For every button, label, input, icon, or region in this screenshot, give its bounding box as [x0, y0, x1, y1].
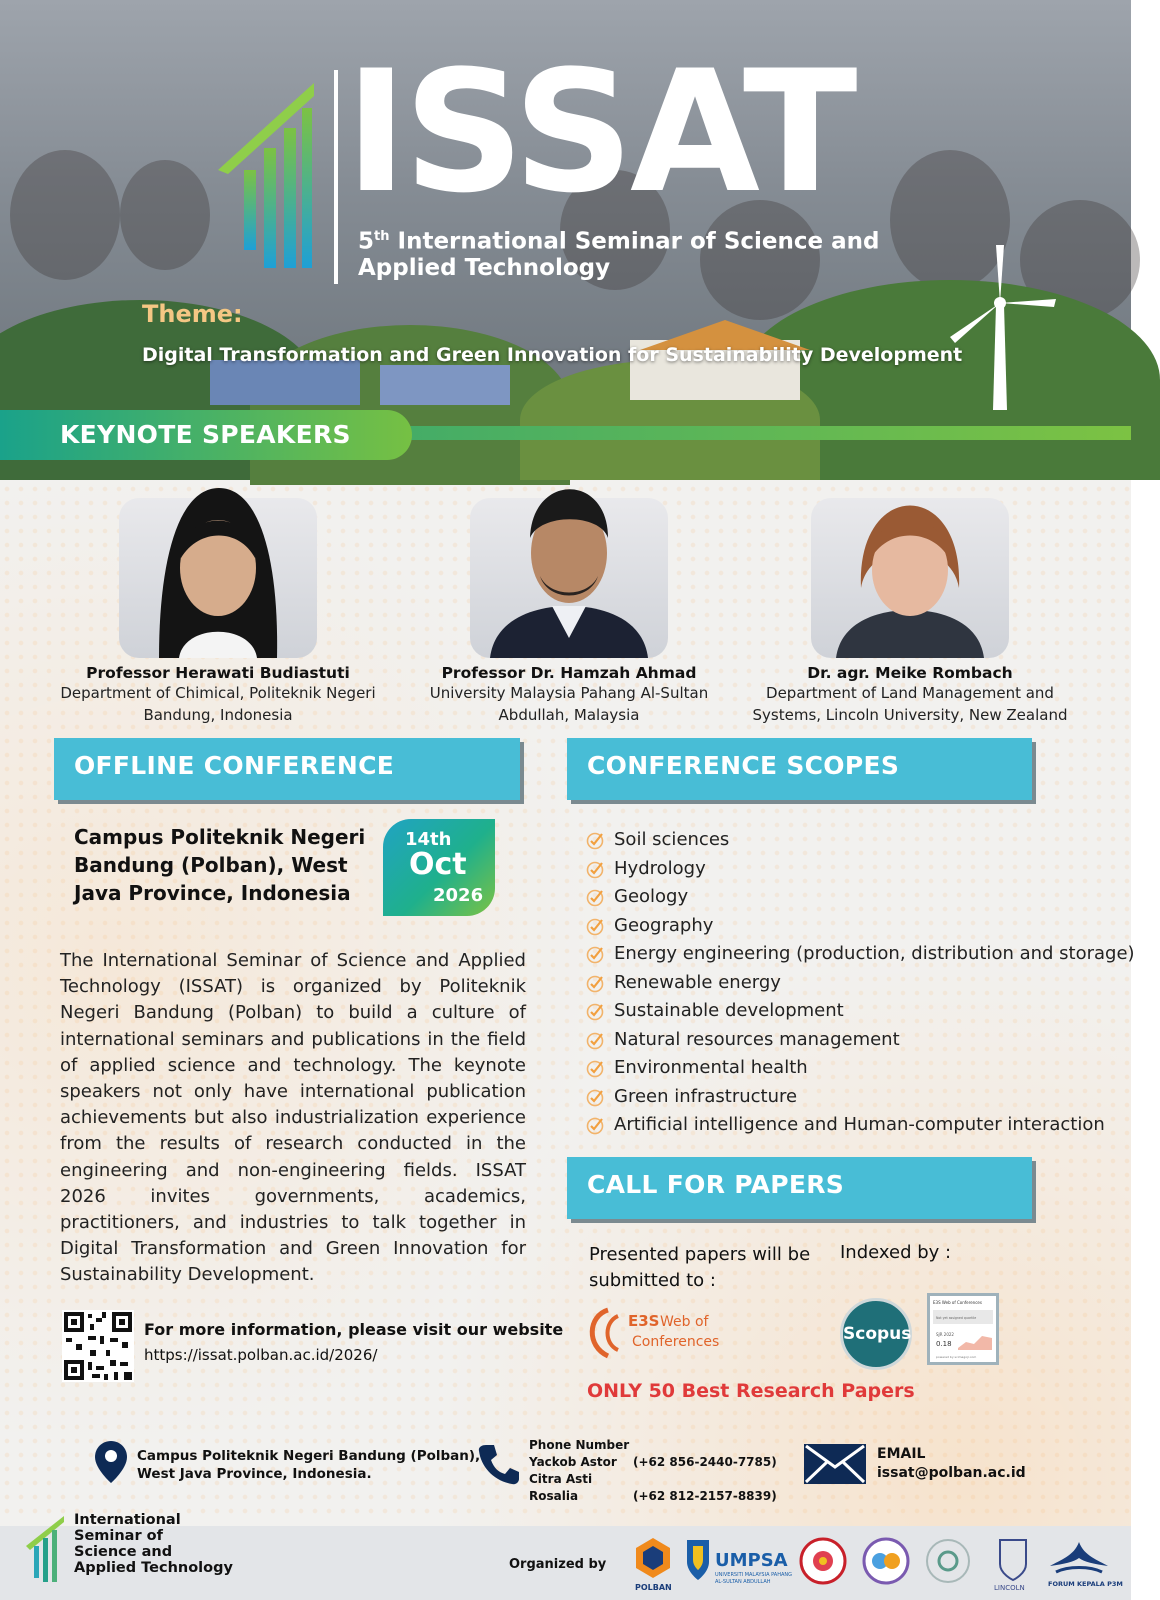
scope-list: [586, 826, 1135, 1140]
sjr-badge: [927, 1293, 999, 1365]
umpsa-text: UMPSA: [715, 1550, 788, 1571]
phone-icon: [478, 1443, 520, 1485]
scope-item: [586, 912, 1135, 941]
event-description: The International Seminar of Science and Applied Technology (ISSAT) is organized by Politeknik Negeri Bandung (Polban) to build a culture of international seminars and publications in the field of applied science and technology. The keynote speakers not only have international publication achievements but also industrialization experience from the results of research conducted in the engineering and non-engineering fields. ISSAT 2026 invites governments, academics, practitioners, and industries to talk together in Digital Transformation and Green Innovation for Sustainability Development.: [60, 950, 526, 1286]
forum-text: FORUM KEPALA P3M: [1048, 1580, 1123, 1588]
check-circle-icon: [586, 1060, 604, 1078]
speaker-affiliation: Bandung, Indonesia: [143, 706, 293, 724]
check-circle-icon: [586, 918, 604, 936]
scope-label: Renewable energy: [614, 971, 781, 993]
scope-label: Sustainable development: [614, 1000, 844, 1021]
scope-label: Artificial intelligence and Human-computer interaction: [614, 1114, 1105, 1135]
section-title: CONFERENCE SCOPES: [587, 751, 900, 780]
scope-item: [586, 997, 1135, 1026]
venue: [74, 823, 374, 907]
umpsa-subtext: AL-SULTAN ABDULLAH: [715, 1579, 771, 1585]
qr-code-icon[interactable]: [62, 1310, 134, 1382]
polban-logo-icon: [632, 1536, 674, 1592]
footer-name-line: Science and: [74, 1544, 173, 1560]
sjr-title: E3S Web of Conferences: [933, 1300, 982, 1305]
umpsa-subtext: UNIVERSITI MALAYSIA PAHANG: [715, 1572, 792, 1578]
title-divider: [334, 70, 338, 284]
scope-item: [586, 1083, 1135, 1112]
speaker-affiliation: Department of Chimical, Politeknik Negeri: [60, 684, 376, 702]
scope-label: Natural resources management: [614, 1028, 900, 1050]
website-link[interactable]: https://issat.polban.ac.id/2026/: [144, 1346, 378, 1364]
call-for-papers-header: [567, 1157, 1032, 1219]
scope-label: Soil sciences: [614, 829, 730, 850]
phone-entry: [529, 1454, 777, 1471]
speaker-portrait-icon: [470, 498, 668, 658]
scope-item: [586, 826, 1135, 855]
footer-name-line: International: [74, 1512, 181, 1528]
check-circle-icon: [586, 1032, 604, 1050]
scope-label: Hydrology: [614, 857, 706, 879]
scope-item: [586, 1054, 1135, 1083]
e3s-text: E3S: [628, 1312, 660, 1330]
scopus-logo: Scopus: [840, 1298, 912, 1370]
indexed-by-label: Indexed by :: [840, 1242, 952, 1263]
venue-line: Bandung (Polban), West: [74, 853, 348, 877]
e3s-logo: [586, 1302, 726, 1362]
address-line: West Java Province, Indonesia.: [137, 1466, 372, 1482]
contact-name: Yackob Astor: [529, 1455, 617, 1469]
footer-name-line: Seminar of: [74, 1528, 163, 1544]
speaker-affiliation: Systems, Lincoln University, New Zealand: [752, 706, 1068, 724]
submitted-to-label: [589, 1242, 819, 1294]
venue-line: Java Province, Indonesia: [74, 881, 351, 905]
date-day: 14th: [405, 829, 452, 850]
e3s-logo-icon: [586, 1302, 726, 1362]
email-address[interactable]: issat@polban.ac.id: [877, 1465, 1026, 1481]
speaker-card: [745, 498, 1075, 726]
email-icon: [803, 1443, 867, 1485]
footer-org-name: [74, 1512, 233, 1576]
e3s-conferences-text: Conferences: [632, 1334, 720, 1350]
speaker-name: Dr. agr. Meike Rombach: [807, 664, 1013, 682]
event-title: ISSAT: [345, 34, 854, 230]
scope-label: Environmental health: [614, 1057, 808, 1078]
footer-name-line: Applied Technology: [74, 1560, 233, 1576]
contact-name: Citra Asti Rosalia: [529, 1472, 593, 1503]
lincoln-logo-icon: [990, 1536, 1036, 1592]
phone-label: Phone Number: [529, 1438, 630, 1452]
organized-by-label: Organized by: [509, 1557, 607, 1572]
check-circle-icon: [586, 1117, 604, 1135]
speaker-affiliation: Department of Land Management and: [766, 684, 1054, 702]
sjr-value: 0.18: [936, 1340, 952, 1348]
submitted-to-line: submitted to :: [589, 1270, 716, 1291]
polban-text: POLBAN: [635, 1583, 672, 1592]
partner-emblem-icon: [925, 1536, 971, 1586]
scope-item: [586, 1111, 1135, 1140]
email-block: [877, 1445, 1026, 1483]
check-circle-icon: [586, 975, 604, 993]
theme-text: Digital Transformation and Green Innovation for Sustainability Development: [142, 344, 963, 366]
theme-label: Theme:: [142, 300, 243, 328]
scope-label: Geography: [614, 914, 714, 936]
address-line: Campus Politeknik Negeri Bandung (Polban),: [137, 1448, 481, 1464]
scope-label: Geology: [614, 886, 689, 907]
speaker-portrait-icon: [811, 498, 1009, 658]
check-circle-icon: [586, 1003, 604, 1021]
scope-label: Energy engineering (production, distribution and storage): [614, 943, 1135, 964]
lincoln-text: LINCOLN: [994, 1584, 1025, 1592]
submitted-to-line: Presented papers will be: [589, 1244, 811, 1265]
speaker-name: Professor Dr. Hamzah Ahmad: [441, 664, 697, 682]
speaker-affiliation: University Malaysia Pahang Al-Sultan: [429, 684, 709, 702]
check-circle-icon: [586, 861, 604, 879]
house-illustration: [210, 360, 360, 405]
audience-silhouette: [120, 160, 210, 270]
scope-item: [586, 855, 1135, 884]
venue-line: Campus Politeknik Negeri: [74, 825, 366, 849]
scope-item: [586, 1026, 1135, 1055]
header-banner: [0, 0, 1131, 420]
phone-number[interactable]: (+62 812-2157-8839): [633, 1489, 777, 1503]
conference-scopes-header: [567, 738, 1032, 800]
partner-emblem-icon: [798, 1536, 848, 1586]
house-illustration: [380, 365, 510, 405]
scope-item: [586, 969, 1135, 998]
offline-conference-header: [54, 738, 520, 800]
check-circle-icon: [586, 832, 604, 850]
sjr-chart-icon: [930, 1296, 996, 1362]
speaker-photo: [470, 498, 668, 658]
e3s-web-text: Web of: [660, 1314, 709, 1330]
speaker-photo: [811, 498, 1009, 658]
check-circle-icon: [586, 1089, 604, 1107]
speaker-portrait-icon: [119, 498, 317, 658]
date-month: Oct: [409, 847, 467, 882]
issat-small-logo-icon: [26, 1514, 66, 1584]
address: [137, 1447, 480, 1483]
event-subtitle: 5th International Seminar of Science and Applied Technology: [358, 228, 880, 281]
sjr-label: SJR 2022: [936, 1332, 954, 1337]
info-label: For more information, please visit our website: [144, 1320, 564, 1339]
umpsa-logo-icon: [685, 1536, 792, 1586]
check-circle-icon: [586, 946, 604, 964]
keynote-label: KEYNOTE SPEAKERS: [60, 420, 351, 449]
best-papers-note: ONLY 50 Best Research Papers: [587, 1380, 915, 1402]
speaker-photo: [119, 498, 317, 658]
phone-number[interactable]: (+62 856-2440-7785): [633, 1455, 777, 1469]
partner-emblem-icon: [858, 1536, 914, 1586]
speaker-card: [53, 498, 383, 726]
section-title: OFFLINE CONFERENCE: [74, 751, 395, 780]
email-label: EMAIL: [877, 1446, 926, 1462]
section-title: CALL FOR PAPERS: [587, 1170, 845, 1199]
location-pin-icon: [95, 1441, 127, 1483]
check-circle-icon: [586, 889, 604, 907]
date-badge: [383, 819, 495, 916]
date-year: 2026: [433, 885, 484, 906]
scope-item: [586, 940, 1135, 969]
audience-silhouette: [10, 150, 120, 280]
forum-logo-icon: [1046, 1536, 1123, 1592]
scope-item: [586, 883, 1135, 912]
phone-numbers: [529, 1437, 777, 1505]
issat-logo-icon: [218, 78, 318, 278]
phone-entry: [529, 1471, 777, 1505]
sjr-footer: powered by scimagojr.com: [936, 1355, 977, 1359]
speaker-card: [404, 498, 734, 726]
wind-turbine-icon: [950, 245, 1060, 410]
speaker-name: Professor Herawati Budiastuti: [86, 664, 350, 682]
scope-label: Green infrastructure: [614, 1085, 798, 1107]
keynote-banner: [0, 410, 412, 460]
speaker-affiliation: Abdullah, Malaysia: [498, 706, 640, 724]
sjr-quartile: Not yet assigned quartile: [936, 1316, 977, 1320]
